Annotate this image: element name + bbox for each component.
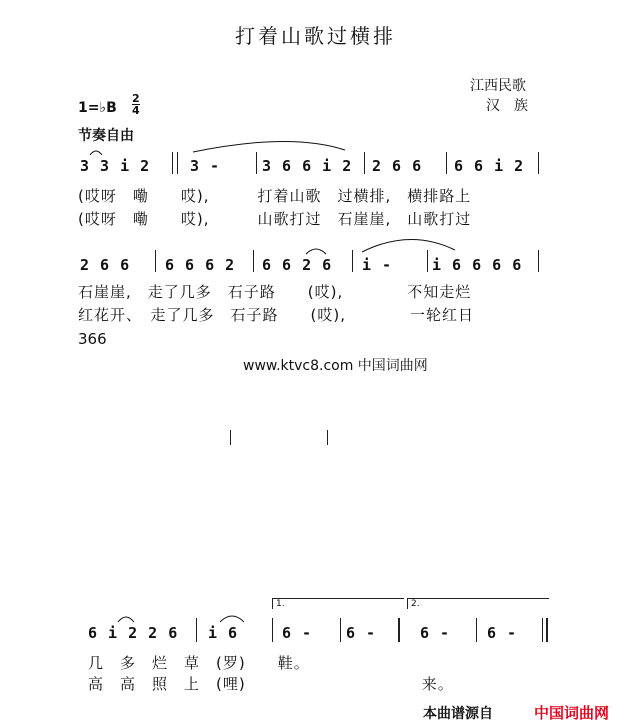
slur-arc — [118, 617, 134, 622]
notes-row3-m5: 6 - — [420, 624, 451, 642]
slur-arc — [193, 141, 345, 152]
notes-row2-m3: 6 6 2 6 — [262, 256, 333, 274]
slur-arc — [90, 151, 102, 155]
lyrics-row3-verse2: 高 高 照 上 (哩) 来。 — [88, 675, 454, 693]
key-signature: 1=♭B — [78, 100, 117, 116]
volta-first-ending: 1. — [272, 598, 404, 609]
notes-row2-m2: 6 6 6 2 — [165, 256, 236, 274]
slur-arc — [306, 249, 326, 254]
notes-row1-m3: 3 6 6 i 2 — [262, 157, 353, 175]
notes-row3-m6: 6 - — [487, 624, 518, 642]
slur-arc — [220, 616, 244, 622]
footer-brand[interactable]: 中国词曲网 — [534, 704, 610, 722]
tempo-marking: 节奏自由 — [78, 128, 134, 144]
notes-row1-m2: 3 - — [190, 157, 221, 175]
notes-row3-m2: i 6 — [208, 624, 239, 642]
website-watermark: www.ktvc8.com 中国词曲网 — [243, 358, 428, 374]
lyrics-row2-verse1: 石崖崖, 走了几多 石子路 (哎), 不知走烂 — [78, 283, 472, 301]
slur-arc — [362, 239, 455, 252]
volta-second-ending: 2. — [407, 598, 549, 609]
notes-row1-m1: 3 3 i 2 — [80, 157, 151, 175]
page-number: 366 — [78, 330, 107, 348]
time-signature: 2 4 — [132, 92, 140, 117]
notes-row3-m3: 6 - — [282, 624, 313, 642]
lyrics-row2-verse2: 红花开、 走了几多 石子路 (哎), 一轮红日 — [78, 306, 474, 324]
lyrics-row3-verse1: 几 多 烂 草 (罗) 鞋。 — [88, 654, 310, 672]
notes-row1-m4: 2 6 6 — [372, 157, 423, 175]
footer-source-label: 本曲谱源自 — [423, 706, 493, 722]
song-origin: 江西民歌 — [470, 78, 526, 94]
lyrics-row1-verse2: (哎呀 嘞 哎), 山歌打过 石崖崖, 山歌打过 — [78, 210, 472, 228]
song-ethnicity: 汉 族 — [486, 98, 528, 114]
notes-row2-m4: i - — [362, 256, 393, 274]
lyrics-row1-verse1: (哎呀 嘞 哎), 打着山歌 过横排, 横排路上 — [78, 187, 472, 205]
notes-row2-m5: i 6 6 6 6 — [432, 256, 523, 274]
notes-row3-m4: 6 - — [346, 624, 377, 642]
notes-row1-m5: 6 6 i 2 — [454, 157, 525, 175]
notes-row3-m1: 6 i 2 2 6 — [88, 624, 179, 642]
song-title: 打着山歌过横排 — [235, 24, 396, 48]
notes-row2-m1: 2 6 6 — [80, 256, 131, 274]
